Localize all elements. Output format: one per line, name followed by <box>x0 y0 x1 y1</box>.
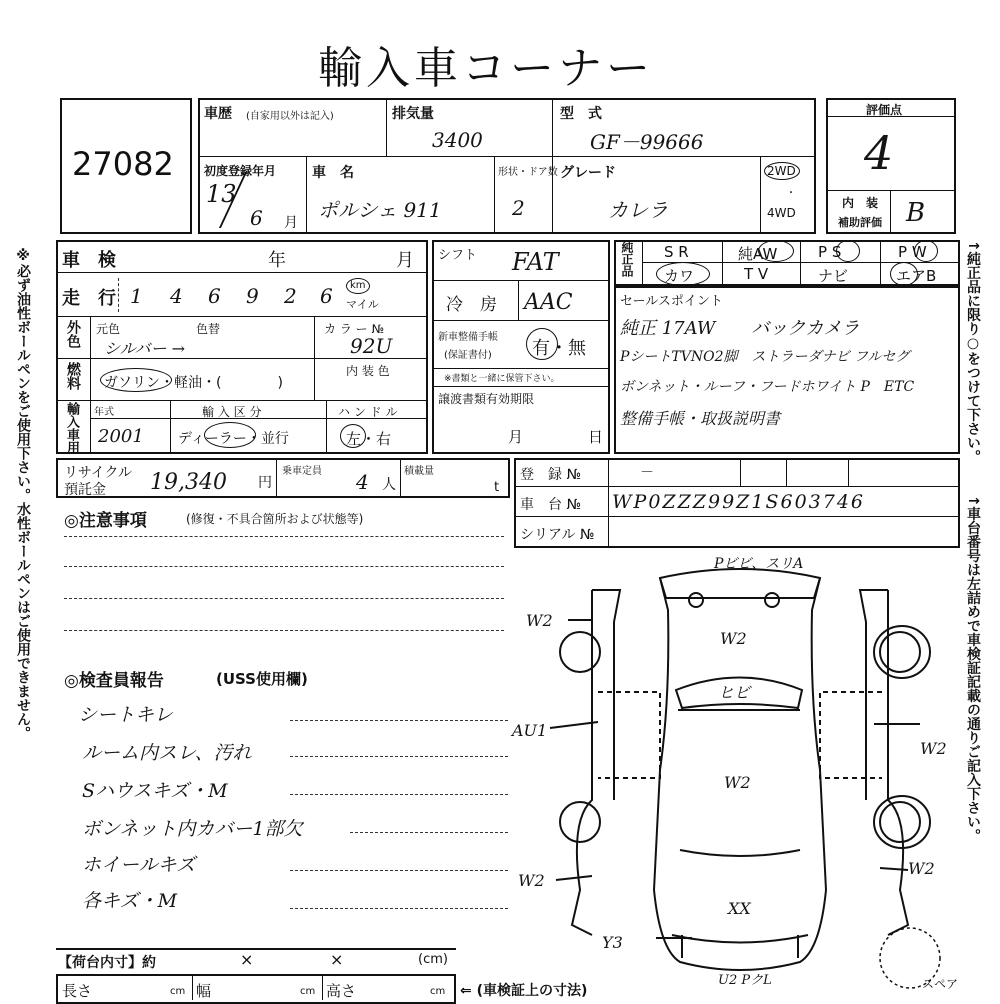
color-code-value: 92U <box>350 334 393 358</box>
model-value: GF－99666 <box>590 130 704 154</box>
shift-label: シフト <box>438 248 478 263</box>
color-code-label: カ ラ ー № <box>324 322 384 336</box>
drive-2wd: 2WD <box>767 164 796 178</box>
model-year-value: 2001 <box>98 426 144 447</box>
recycle-unit: 円 <box>258 475 272 491</box>
sales-point-line: 純正 17AW バックカメラ <box>620 318 860 339</box>
equipment-ps: P S <box>818 243 842 261</box>
diagram-mark: ヒビ <box>718 683 751 702</box>
month-unit: 月 <box>284 215 298 231</box>
equipment-aw: 純AW <box>738 245 778 263</box>
equipment-sr: S R <box>664 243 689 261</box>
sales-points-label: セールスポイント <box>620 294 723 309</box>
cargo-height-cm: cm <box>430 986 446 997</box>
maintenance-note: ※書類と一緒に保管下さい。 <box>444 374 560 384</box>
diagram-mark: AU1 <box>512 721 548 740</box>
import-label: 輸入車用 <box>64 402 79 454</box>
fuel-options: ガソリン・軽油・( ) <box>104 375 283 391</box>
capacity-unit: 人 <box>382 477 396 493</box>
mileage-digit: 1 <box>130 284 143 308</box>
maintenance-options: 有・無 <box>532 338 586 359</box>
inspection-label: 車 検 <box>62 250 116 271</box>
transfer-label: 譲渡書類有効期限 <box>438 392 535 406</box>
cargo-length: 長さ <box>62 982 93 1000</box>
equipment-pw: P W <box>898 243 927 261</box>
drive-4wd: 4WD <box>767 206 796 220</box>
load-label: 積載量 <box>404 466 434 477</box>
lot-number-box <box>60 98 192 234</box>
mileage-label: 走 行 <box>62 288 116 309</box>
page-title: 輸入車コーナー <box>318 43 654 94</box>
cargo-length-cm: cm <box>170 986 186 997</box>
inspector-label: ◎検査員報告 <box>64 671 164 691</box>
inspector-line: 各キズ・M <box>82 890 178 912</box>
handle-left-circle <box>340 424 366 448</box>
diagram-mark: Pビビ、スリA <box>714 556 804 572</box>
equipment-pw-circle <box>914 240 938 262</box>
mileage-mile: マイル <box>346 298 379 311</box>
interior-score-value: B <box>906 198 926 228</box>
import-class-label: 輸 入 区 分 <box>202 405 262 419</box>
diagram-mark: W2 <box>920 739 947 758</box>
equipment-airbag-circle <box>890 262 918 286</box>
exterior-color-value: シルバー → <box>104 339 185 358</box>
doors-value: 2 <box>512 196 525 220</box>
car-name-label: 車 名 <box>312 165 354 181</box>
model-label: 型 式 <box>560 106 602 122</box>
diagram-mark: XX <box>728 899 751 918</box>
cargo-width-cm: cm <box>300 986 316 997</box>
diagram-mark: U2 PクL <box>718 973 772 988</box>
inspector-line: ホイールキズ <box>82 854 196 876</box>
cargo-height: 高さ <box>326 982 357 1000</box>
handle-options: 左・右 <box>346 430 392 448</box>
first-registration-month: 6 <box>250 206 263 230</box>
maintenance-sub: (保証書付) <box>444 350 492 361</box>
exterior-color-label: 外色 <box>65 320 81 348</box>
cargo-width: 幅 <box>196 982 212 1000</box>
mileage-digit: 4 <box>170 284 183 308</box>
spare-label: スペア <box>922 977 959 990</box>
maintenance-label: 新車整備手帳 <box>438 332 498 343</box>
equipment-leather: カワ <box>664 267 695 285</box>
inspector-sub: (USS使用欄) <box>216 670 308 688</box>
inspector-line: シートキレ <box>78 704 173 726</box>
notes-sub: (修復・不具合箇所および状態等) <box>186 512 364 526</box>
ac-value: AAC <box>524 290 573 315</box>
diagram-mark: W2 <box>908 859 935 878</box>
transfer-day: 日 <box>588 428 604 446</box>
equipment-side-label: 純正品 <box>620 241 634 277</box>
changed-color-label: 色替 <box>196 322 221 336</box>
equipment-tv: T V <box>744 265 769 283</box>
displacement-value: 3400 <box>432 128 483 152</box>
car-name-value: ポルシェ 911 <box>318 198 442 222</box>
inspection-month-unit: 月 <box>396 250 414 271</box>
right-side-note-1: ↑純正品に限り○をつけて下さい。 <box>965 240 981 464</box>
cargo-times-2: × <box>330 950 344 969</box>
notes-label: ◎注意事項 <box>64 511 147 531</box>
shift-value: FAT <box>512 248 559 276</box>
history-sub: (自家用以外は記入) <box>246 111 334 122</box>
inspection-year-unit: 年 <box>268 250 286 271</box>
cargo-unit: (cm) <box>418 952 448 967</box>
drive-2wd-circle <box>764 162 800 180</box>
cargo-note: ⇐ (車検証上の寸法) <box>460 983 588 999</box>
grade-value: カレラ <box>608 198 668 222</box>
handle-label: ハ ン ド ル <box>338 405 398 419</box>
inspector-line: Sハウスキズ・M <box>82 780 228 802</box>
inspector-line: ルーム内スレ、汚れ <box>82 742 252 764</box>
interior-color-label: 内 装 色 <box>346 364 390 378</box>
cargo-label: 【荷台内寸】約 <box>58 955 156 971</box>
score-value: 4 <box>864 126 894 180</box>
equipment-ps-circle <box>836 240 860 262</box>
sales-point-line: ボンネット・ルーフ・フードホワイト P ETC <box>620 379 915 395</box>
reg-no-value: － <box>640 465 654 481</box>
score-label: 評価点 <box>866 103 903 117</box>
mileage-digit: 6 <box>208 284 221 308</box>
recycle-label-2: 預託金 <box>64 482 106 498</box>
sales-point-line: PシートTVNO2脚 ストラーダナビ フルセグ <box>620 349 910 365</box>
equipment-leather-circle <box>656 262 710 286</box>
lot-number: 27082 <box>72 145 174 183</box>
mileage-km-circle <box>346 278 370 294</box>
import-class-options: ディーラー・並行 <box>178 431 289 447</box>
mileage-digit: 2 <box>284 284 297 308</box>
drive-dot: ・ <box>786 188 796 199</box>
first-registration-year: 13 <box>206 180 237 208</box>
capacity-label: 乗車定員 <box>282 466 322 477</box>
right-side-note-2: ↑車台番号は左詰めで車検証記載の通りご記入下さい。 <box>965 495 981 843</box>
displacement-label: 排気量 <box>392 106 434 122</box>
diagram-mark: W2 <box>720 629 747 648</box>
fuel-gasoline-circle <box>100 368 172 392</box>
equipment-navi: ナビ <box>818 267 849 285</box>
mileage-km: km <box>350 280 366 291</box>
load-unit: t <box>494 480 500 495</box>
capacity-value: 4 <box>356 470 369 494</box>
diagram-mark: Y3 <box>602 933 623 952</box>
diagram-mark: W2 <box>518 871 545 890</box>
cargo-times-1: × <box>240 950 254 969</box>
mileage-digit: 6 <box>320 284 333 308</box>
import-dealer-circle <box>204 422 256 448</box>
inspector-line: ボンネット内カバー1部欠 <box>82 818 303 840</box>
original-color-label: 元色 <box>96 322 121 336</box>
recycle-value: 19,340 <box>150 470 227 495</box>
model-year-label: 年式 <box>94 407 114 418</box>
mileage-digit: 9 <box>246 284 259 308</box>
left-side-note: ※必ず油性ボールペンをご使用下さい。水性ボールペンはご使用できません。 <box>15 248 31 740</box>
chassis-label: 車 台 № <box>520 497 582 513</box>
fuel-label: 燃料 <box>65 362 81 390</box>
interior-score-label: 内 装 <box>842 196 879 210</box>
interior-score-sub: 補助評価 <box>838 216 882 229</box>
car-diagram <box>510 550 970 990</box>
history-label: 車歴 <box>204 106 232 122</box>
first-registration-label: 初度登録年月 <box>204 164 277 178</box>
diagram-mark: W2 <box>526 611 553 630</box>
equipment-airbag: エアB <box>896 267 937 285</box>
grade-label: グレード <box>560 165 616 181</box>
equipment-aw-circle <box>758 240 794 262</box>
chassis-value: WP0ZZZ99Z1S603746 <box>612 491 866 513</box>
serial-label: シリアル № <box>520 527 595 543</box>
maintenance-yes-circle <box>526 328 558 360</box>
sales-point-line: 整備手帳・取扱説明書 <box>620 409 781 428</box>
transfer-month: 月 <box>508 428 524 446</box>
reg-no-label: 登 録 № <box>520 467 582 483</box>
diagram-mark: W2 <box>724 773 751 792</box>
doors-label: 形状・ドア数 <box>498 167 558 178</box>
recycle-label: リサイクル <box>64 465 133 481</box>
ac-label: 冷 房 <box>446 295 497 315</box>
